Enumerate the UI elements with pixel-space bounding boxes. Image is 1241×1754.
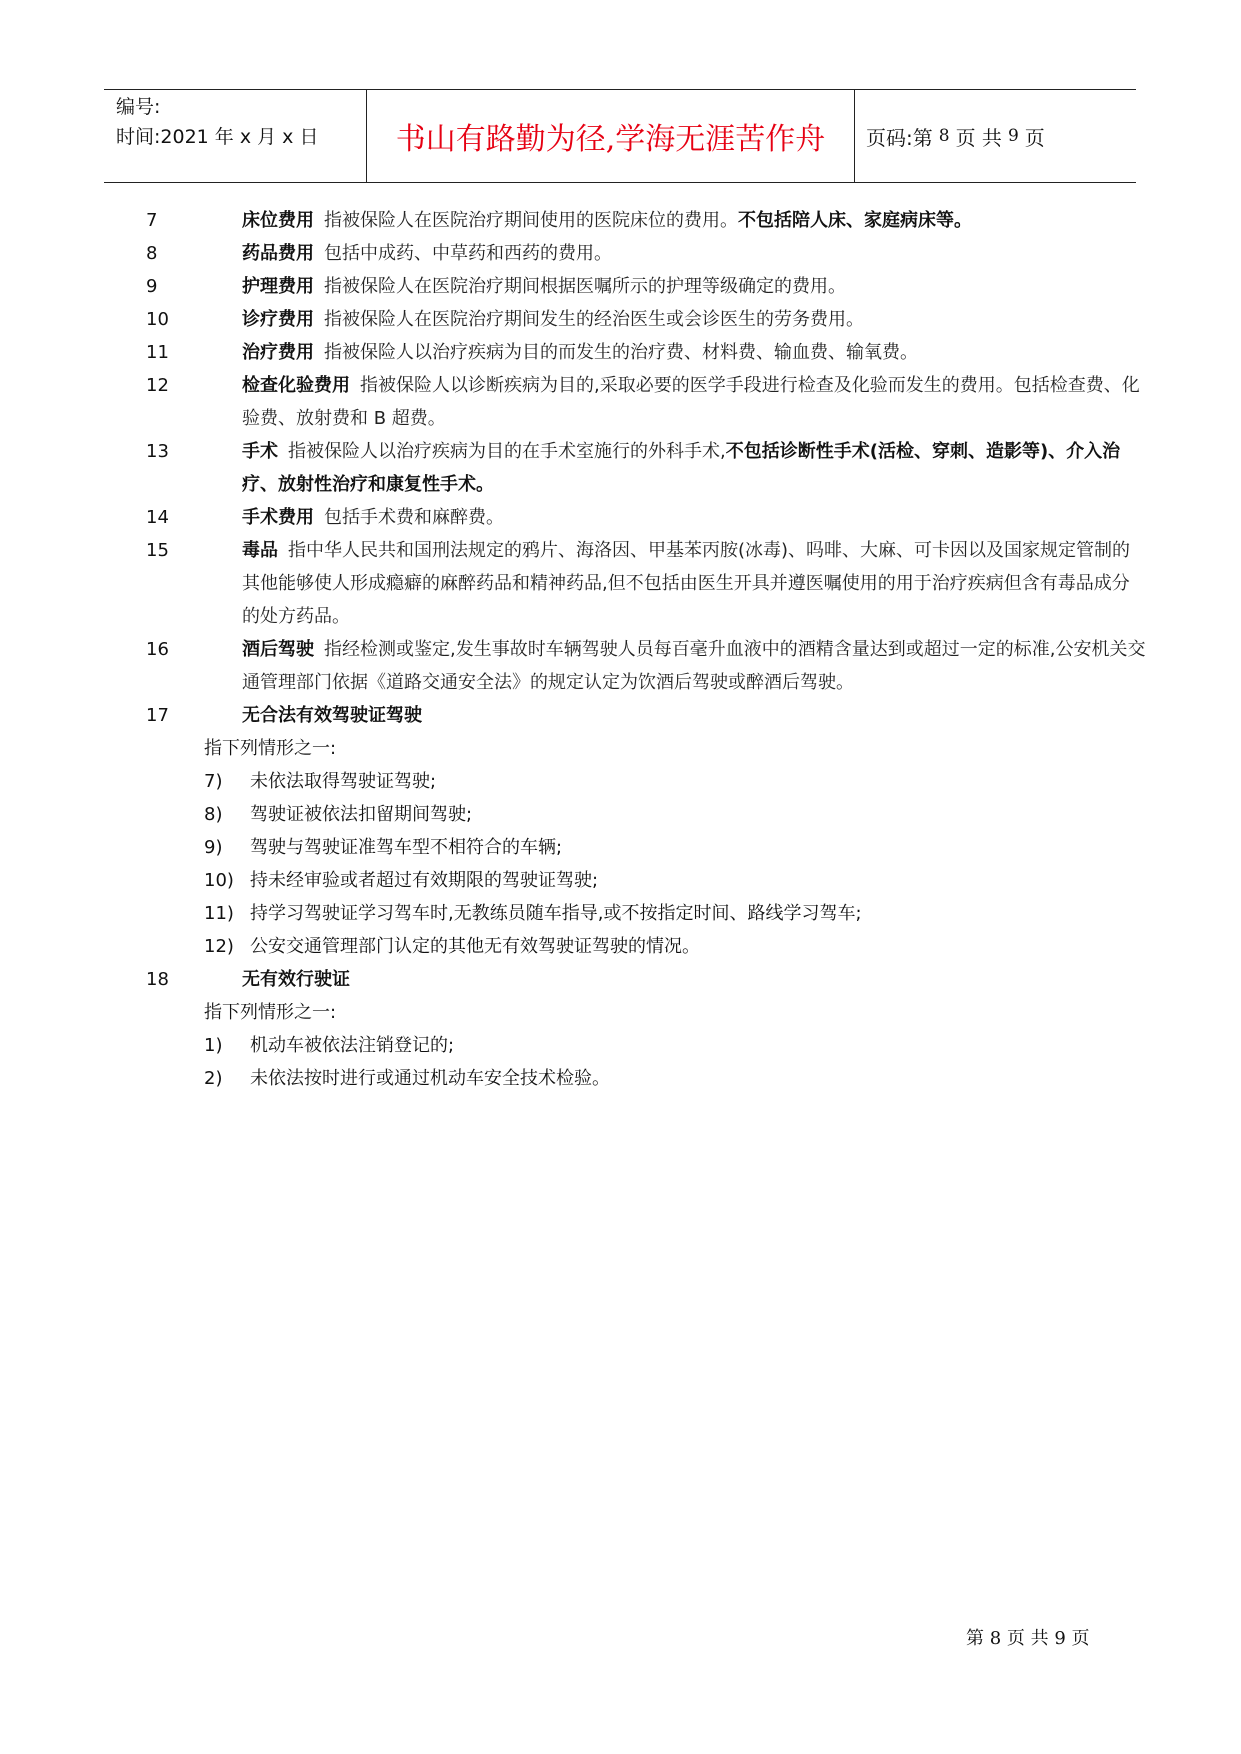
- header-motto: 书山有路勤为径,学海无涯苦作舟: [395, 122, 826, 157]
- definition-item-17: [0, 699, 1241, 732]
- item-term: 诊疗费用: [242, 309, 314, 330]
- item-number: 7: [146, 210, 158, 231]
- item-term: 酒后驾驶: [242, 639, 314, 660]
- list-number: 7): [204, 771, 223, 792]
- item-number: 8: [146, 243, 158, 264]
- item-exclusion: 不包括陪人床、家庭病床等。: [738, 210, 972, 231]
- page-total: 9: [1007, 126, 1019, 146]
- item-text: [242, 270, 1147, 303]
- item-term: 无合法有效驾驶证驾驶: [242, 705, 422, 726]
- item-number: 9: [146, 276, 158, 297]
- list-item: [0, 930, 1241, 963]
- item-description: 包括手术费和麻醉费。: [324, 507, 504, 528]
- list-item: [0, 864, 1241, 897]
- item-18-list: [0, 1029, 1241, 1095]
- item-number: 11: [146, 342, 169, 363]
- list-number: 12): [204, 936, 234, 957]
- item-text: [242, 633, 1147, 699]
- page-suffix: 页: [1024, 125, 1045, 150]
- definition-item: [0, 237, 1241, 270]
- header-page-number: [866, 90, 1045, 182]
- item-term: 药品费用: [242, 243, 314, 264]
- intro-text: 指下列情形之一:: [204, 1002, 337, 1023]
- definition-item: [0, 270, 1241, 303]
- item-text: [242, 435, 1147, 501]
- item-number: 17: [146, 705, 169, 726]
- list-text: 驾驶证被依法扣留期间驾驶;: [250, 804, 473, 825]
- list-item: [0, 798, 1241, 831]
- definition-list: [0, 204, 1241, 699]
- item-description: 指经检测或鉴定,发生事故时车辆驾驶人员每百毫升血液中的酒精含量达到或超过一定的标准,公安机关交通管理部门依据《道路交通安全法》的规定认定为饮酒后驾驶或醉酒后驾驶。: [242, 639, 1146, 693]
- item-number: 12: [146, 375, 169, 396]
- item-term: 护理费用: [242, 276, 314, 297]
- item-description: 指被保险人以治疗疾病为目的在手术室施行的外科手术,: [288, 441, 726, 462]
- list-number: 8): [204, 804, 223, 825]
- item-number: 18: [146, 969, 169, 990]
- page-current: 8: [938, 126, 950, 146]
- item-term: 检查化验费用: [242, 375, 350, 396]
- definition-item: [0, 369, 1241, 435]
- list-number: 11): [204, 903, 234, 924]
- list-text: 机动车被依法注销登记的;: [250, 1035, 455, 1056]
- item-term: 无有效行驶证: [242, 969, 350, 990]
- item-term: 手术费用: [242, 507, 314, 528]
- item-term: 毒品: [242, 540, 278, 561]
- item-description: 包括中成药、中草药和西药的费用。: [324, 243, 612, 264]
- definition-item: [0, 534, 1241, 633]
- definition-item: [0, 204, 1241, 237]
- document-code-label: 编号:: [116, 96, 161, 118]
- item-text: [242, 369, 1147, 435]
- list-item: [0, 1029, 1241, 1062]
- definition-item: [0, 336, 1241, 369]
- item-description: 指中华人民共和国刑法规定的鸦片、海洛因、甲基苯丙胺(冰毒)、吗啡、大麻、可卡因以及国家规定管制的其他能够使人形成瘾癖的麻醉药品和精神药品,但不包括由医生开具并遵医嘱使用的用于治疗疾病但含有毒品成分的处方药品。: [242, 540, 1131, 627]
- item-number: 15: [146, 540, 169, 561]
- list-number: 1): [204, 1035, 223, 1056]
- definition-item: [0, 633, 1241, 699]
- list-number: 10): [204, 870, 234, 891]
- item-term: 床位费用: [242, 210, 314, 231]
- item-term: 手术: [242, 441, 278, 462]
- page-prefix: 页码:第: [866, 125, 933, 150]
- document-body: [0, 204, 1241, 1095]
- list-number: 9): [204, 837, 223, 858]
- definition-item: [0, 501, 1241, 534]
- item-number: 10: [146, 309, 169, 330]
- item-text: [242, 204, 1147, 237]
- header-meta: [116, 92, 366, 152]
- item-text: [242, 237, 1147, 270]
- document-time: 时间:2021 年 x 月 x 日: [116, 126, 319, 148]
- item-text: [242, 303, 1147, 336]
- list-text: 未依法按时进行或通过机动车安全技术检验。: [250, 1068, 610, 1089]
- item-17-intro: [0, 732, 1241, 765]
- item-description: 指被保险人在医院治疗期间发生的经治医生或会诊医生的劳务费用。: [324, 309, 864, 330]
- list-item: [0, 831, 1241, 864]
- item-description: 指被保险人在医院治疗期间根据医嘱所示的护理等级确定的费用。: [324, 276, 846, 297]
- item-18-intro: [0, 996, 1241, 1029]
- item-exclusion: 不包括诊断性手术(活检、穿刺、造影等)、介入治疗、放射性治疗和康复性手术。: [242, 441, 1121, 495]
- item-text: [242, 501, 1147, 534]
- list-item: [0, 1062, 1241, 1095]
- list-text: 未依法取得驾驶证驾驶;: [250, 771, 437, 792]
- item-description: 指被保险人以治疗疾病为目的而发生的治疗费、材料费、输血费、输氧费。: [324, 342, 918, 363]
- list-number: 2): [204, 1068, 223, 1089]
- page-footer: 第 8 页 共 9 页: [966, 1628, 1090, 1649]
- item-17-list: [0, 765, 1241, 963]
- header-motto-cell: [366, 90, 855, 182]
- item-number: 16: [146, 639, 169, 660]
- item-text: [242, 534, 1147, 633]
- item-number: 13: [146, 441, 169, 462]
- item-number: 14: [146, 507, 169, 528]
- list-text: 持未经审验或者超过有效期限的驾驶证驾驶;: [250, 870, 599, 891]
- page-header: [104, 89, 1136, 183]
- list-item: [0, 765, 1241, 798]
- definition-item-18: [0, 963, 1241, 996]
- item-text: [242, 336, 1147, 369]
- list-text: 公安交通管理部门认定的其他无有效驾驶证驾驶的情况。: [250, 936, 700, 957]
- item-description: 指被保险人在医院治疗期间使用的医院床位的费用。: [324, 210, 738, 231]
- list-text: 持学习驾驶证学习驾车时,无教练员随车指导,或不按指定时间、路线学习驾车;: [250, 903, 862, 924]
- definition-item: [0, 303, 1241, 336]
- item-term: 治疗费用: [242, 342, 314, 363]
- definition-item: [0, 435, 1241, 501]
- item-description: 指被保险人以诊断疾病为目的,采取必要的医学手段进行检查及化验而发生的费用。包括检查费、化验费、放射费和 B 超费。: [242, 375, 1140, 429]
- list-item: [0, 897, 1241, 930]
- intro-text: 指下列情形之一:: [204, 738, 337, 759]
- list-text: 驾驶与驾驶证准驾车型不相符合的车辆;: [250, 837, 563, 858]
- page-mid: 页 共: [955, 125, 1002, 150]
